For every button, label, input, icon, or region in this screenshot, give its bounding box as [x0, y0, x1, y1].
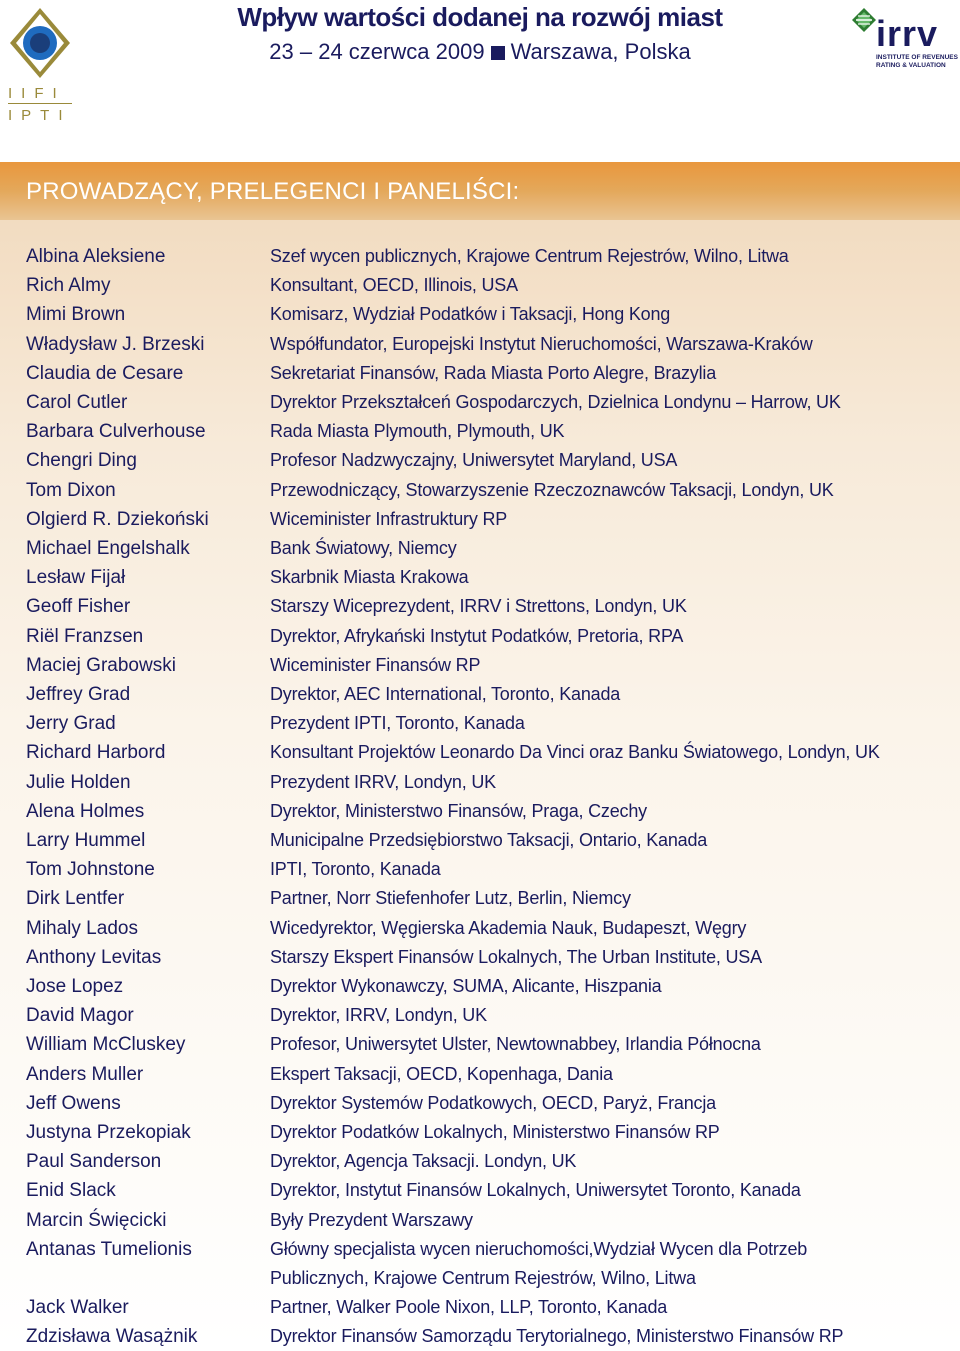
speaker-role: Były Prezydent Warszawy: [270, 1209, 473, 1230]
speaker-role: Dyrektor, IRRV, Londyn, UK: [270, 1005, 487, 1026]
speaker-row: [0, 242, 960, 271]
event-dates: 23 – 24 czerwca 2009: [269, 39, 485, 64]
speaker-row: [0, 1322, 960, 1351]
speaker-row: [0, 1001, 960, 1030]
irrv-tagline: [876, 54, 960, 70]
speaker-name: Albina Aleksiene: [26, 246, 166, 267]
speaker-role: IPTI, Toronto, Kanada: [270, 859, 441, 880]
speaker-role: Dyrektor Systemów Podatkowych, OECD, Paryż, Francja: [270, 1092, 716, 1113]
section-heading: PROWADZĄCY, PRELEGENCI I PANELIŚCI:: [26, 178, 520, 205]
speaker-name: David Magor: [26, 1005, 134, 1027]
irrv-wordmark: irrv: [876, 13, 939, 54]
speaker-row: [0, 1235, 960, 1293]
speaker-name: Barbara Culverhouse: [26, 421, 206, 443]
speaker-row: [0, 476, 960, 505]
speaker-name: William McCluskey: [26, 1034, 186, 1056]
speaker-role: Konsultant Projektów Leonardo Da Vinci oraz Banku Światowego, Londyn, UK: [270, 742, 880, 763]
speaker-role: Rada Miasta Plymouth, Plymouth, UK: [270, 421, 565, 442]
speaker-name: Claudia de Cesare: [26, 362, 184, 384]
speaker-name: Larry Hummel: [26, 830, 146, 851]
speaker-row: [0, 388, 960, 417]
speaker-name: Jeff Owens: [26, 1092, 121, 1114]
speaker-role: Dyrektor, AEC International, Toronto, Kanada: [270, 684, 621, 704]
speaker-name: Jose Lopez: [26, 976, 124, 997]
speaker-name: Mimi Brown: [26, 304, 126, 326]
speaker-row: [0, 884, 960, 913]
speaker-name: Lesław Fijał: [26, 567, 126, 589]
irrv-emblem-icon: [850, 6, 876, 42]
speaker-row: [0, 651, 960, 680]
speaker-row: [0, 1060, 960, 1089]
speaker-row: [0, 1293, 960, 1322]
speaker-name: Carol Cutler: [26, 392, 128, 413]
speaker-row: [0, 1206, 960, 1235]
speaker-role: Wicedyrektor, Węgierska Akademia Nauk, Budapeszt, Węgry: [270, 917, 747, 938]
ipti-logo-row2: IPTI: [8, 107, 72, 124]
speaker-row: [0, 738, 960, 767]
speaker-name: Jack Walker: [26, 1297, 129, 1319]
speaker-name: Enid Slack: [26, 1180, 116, 1202]
speaker-name: Alena Holmes: [26, 800, 145, 822]
speaker-role: Prezydent IPTI, Toronto, Kanada: [270, 713, 525, 734]
speaker-row: [0, 1089, 960, 1118]
speaker-row: [0, 563, 960, 592]
speaker-name: Anders Muller: [26, 1063, 144, 1085]
irrv-logo: [850, 6, 958, 72]
speaker-role: Wiceminister Finansów RP: [270, 654, 481, 675]
speaker-role: Komisarz, Wydział Podatków i Taksacji, Hong Kong: [270, 304, 671, 325]
page-title: Wpływ wartości dodanej na rozwój miast: [237, 2, 723, 32]
speaker-name: Anthony Levitas: [26, 946, 162, 968]
speaker-name: Paul Sanderson: [26, 1151, 162, 1173]
speaker-name: Tom Dixon: [26, 479, 116, 501]
speaker-name: Julie Holden: [26, 771, 131, 793]
speaker-role: Starszy Ekspert Finansów Lokalnych, The Urban Institute, USA: [270, 946, 762, 967]
speaker-role: Dyrektor Finansów Samorządu Terytorialnego, Ministerstwo Finansów RP: [270, 1326, 844, 1347]
section-banner: [0, 162, 960, 220]
speaker-role: Dyrektor Przekształceń Gospodarczych, Dzielnica Londynu – Harrow, UK: [270, 392, 841, 412]
speaker-role: Dyrektor, Ministerstwo Finansów, Praga, Czechy: [270, 800, 647, 821]
speaker-row: [0, 359, 960, 388]
speaker-row: [0, 505, 960, 534]
speaker-role: Dyrektor Podatków Lokalnych, Ministerstwo Finansów RP: [270, 1122, 720, 1142]
speaker-name: Olgierd R. Dziekoński: [26, 508, 209, 530]
speaker-name: Zdzisława Wasążnik: [26, 1326, 198, 1348]
speaker-row: [0, 709, 960, 738]
speaker-name: Richard Harbord: [26, 742, 166, 764]
ipti-emblem-icon: [8, 6, 72, 80]
speaker-name: Jerry Grad: [26, 713, 116, 735]
speaker-role: Ekspert Taksacji, OECD, Kopenhaga, Dania: [270, 1063, 613, 1084]
speaker-role: Partner, Walker Poole Nixon, LLP, Toronto, Kanada: [270, 1297, 668, 1318]
speaker-row: [0, 797, 960, 826]
event-info: [200, 39, 760, 65]
speaker-role: Skarbnik Miasta Krakowa: [270, 567, 469, 588]
speakers-list: [0, 220, 960, 1348]
speaker-role: Szef wycen publicznych, Krajowe Centrum Rejestrów, Wilno, Litwa: [270, 246, 789, 266]
speaker-row: [0, 417, 960, 446]
speaker-row: [0, 972, 960, 1001]
speaker-role: Prezydent IRRV, Londyn, UK: [270, 771, 496, 792]
speaker-name: Geoff Fisher: [26, 596, 131, 618]
speaker-name: Tom Johnstone: [26, 859, 155, 881]
page-header: [0, 0, 960, 160]
speaker-role: Wiceminister Infrastruktury RP: [270, 508, 508, 529]
speaker-row: [0, 271, 960, 300]
speaker-role: Partner, Norr Stiefenhofer Lutz, Berlin, Niemcy: [270, 888, 631, 909]
speaker-row: [0, 914, 960, 943]
speaker-row: [0, 1176, 960, 1205]
speaker-row: [0, 330, 960, 359]
speaker-row: [0, 534, 960, 563]
irrv-tagline-line1: INSTITUTE OF REVENUES: [876, 54, 958, 61]
speaker-role: Główny specjalista wycen nieruchomości,Wydział Wycen dla Potrzeb Publicznych, Krajowe Centrum Rejestrów, Wilno, Litwa: [270, 1238, 808, 1288]
speaker-row: [0, 300, 960, 329]
speaker-role: Dyrektor, Instytut Finansów Lokalnych, Uniwersytet Toronto, Kanada: [270, 1180, 801, 1201]
speaker-role: Profesor Nadzwyczajny, Uniwersytet Maryland, USA: [270, 450, 678, 471]
speaker-name: Rich Almy: [26, 275, 111, 297]
speaker-row: [0, 680, 960, 709]
speaker-name: Marcin Święcicki: [26, 1209, 167, 1231]
speaker-role: Bank Światowy, Niemcy: [270, 538, 457, 558]
irrv-tagline-line2: RATING & VALUATION: [876, 62, 946, 69]
speaker-row: [0, 446, 960, 475]
speaker-role: Municipalne Przedsiębiorstwo Taksacji, Ontario, Kanada: [270, 830, 708, 850]
ipti-logo-divider: [8, 103, 72, 104]
speaker-row: [0, 622, 960, 651]
speaker-row: [0, 1118, 960, 1147]
speaker-name: Dirk Lentfer: [26, 888, 125, 910]
speaker-row: [0, 855, 960, 884]
speaker-name: Jeffrey Grad: [26, 684, 131, 705]
event-location: Warszawa, Polska: [510, 39, 691, 64]
speaker-role: Współfundator, Europejski Instytut Nieruchomości, Warszawa-Kraków: [270, 333, 813, 354]
square-bullet-icon: [491, 46, 505, 60]
speaker-row: [0, 1030, 960, 1059]
speaker-name: Chengri Ding: [26, 450, 137, 472]
speaker-name: Maciej Grabowski: [26, 654, 176, 676]
speaker-role: Profesor, Uniwersytet Ulster, Newtownabbey, Irlandia Północna: [270, 1034, 761, 1055]
ipti-logo-row1: IIFI: [8, 85, 66, 102]
speaker-role: Konsultant, OECD, Illinois, USA: [270, 275, 518, 296]
speaker-role: Sekretariat Finansów, Rada Miasta Porto Alegre, Brazylia: [270, 362, 717, 383]
speaker-name: Władysław J. Brzeski: [26, 333, 205, 355]
speaker-row: [0, 1147, 960, 1176]
speaker-name: Riël Franzsen: [26, 625, 144, 647]
title-block: [200, 0, 760, 65]
speaker-row: [0, 943, 960, 972]
speaker-role: Dyrektor, Agencja Taksacji. Londyn, UK: [270, 1151, 577, 1172]
speaker-row: [0, 768, 960, 797]
ipti-logo: [8, 6, 72, 126]
speaker-row: [0, 592, 960, 621]
speaker-role: Dyrektor Wykonawczy, SUMA, Alicante, Hiszpania: [270, 976, 662, 996]
speaker-name: Justyna Przekopiak: [26, 1122, 191, 1143]
speaker-row: [0, 826, 960, 855]
speaker-role: Przewodniczący, Stowarzyszenie Rzeczoznawców Taksacji, Londyn, UK: [270, 479, 834, 500]
speaker-name: Michael Engelshalk: [26, 538, 190, 559]
speaker-name: Antanas Tumelionis: [26, 1238, 192, 1260]
speaker-role: Starszy Wiceprezydent, IRRV i Strettons, Londyn, UK: [270, 596, 687, 617]
speaker-role: Dyrektor, Afrykański Instytut Podatków, Pretoria, RPA: [270, 625, 684, 646]
speaker-name: Mihaly Lados: [26, 917, 138, 939]
